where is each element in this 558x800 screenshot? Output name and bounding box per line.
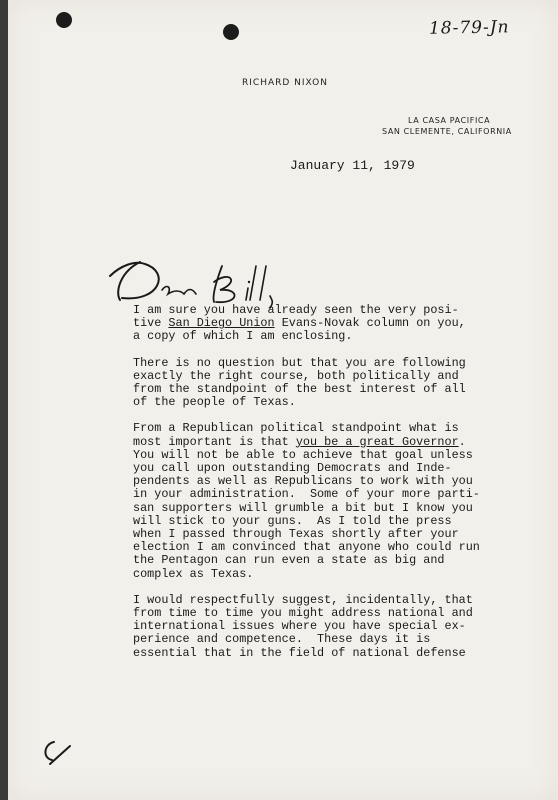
body-line: you call upon outstanding Democrats and Inde- <box>133 461 452 476</box>
body-line: most important is that you be a great Governor. <box>133 434 466 449</box>
body-line: from the standpoint of the best interest of all <box>133 382 466 397</box>
underlined-phrase: San Diego Union <box>168 316 275 331</box>
body-line: There is no question but that you are following <box>133 355 466 370</box>
body-line: the Pentagon can run even a state as big and <box>133 553 445 568</box>
body-line: in your administration. Some of your more parti- <box>133 487 480 502</box>
body-line: essential that in the field of national defense <box>133 645 466 660</box>
body-line: From a Republican political standpoint what is <box>133 421 459 436</box>
body-line: exactly the right course, both politically and <box>133 368 459 383</box>
handwritten-note: 18-79-Jn <box>428 17 510 39</box>
body-line: san supporters will grumble a bit but I know you <box>133 500 473 515</box>
body-line: will stick to your guns. As I told the press <box>133 513 452 528</box>
body-line: I am sure you have already seen the very posi- <box>133 303 459 317</box>
letter-body <box>133 304 513 673</box>
underlined-phrase: you be a great Governor <box>295 434 459 449</box>
body-line: from time to time you might address national and <box>133 606 473 621</box>
letter-date: January 11, 1979 <box>290 158 415 173</box>
body-line: perience and competence. These days it is <box>133 632 431 647</box>
body-line: You will not be able to achieve that goal unless <box>133 447 473 462</box>
body-line: tive San Diego Union Evans-Novak column on you, <box>133 316 466 331</box>
body-line: international issues where you have special ex- <box>133 619 466 634</box>
body-paragraph <box>133 594 513 660</box>
body-paragraph <box>133 357 513 410</box>
letter-page <box>8 0 558 800</box>
handwritten-initials <box>38 732 78 772</box>
punch-hole-right <box>223 24 239 40</box>
letterhead-address-line2: SAN CLEMENTE, CALIFORNIA <box>382 127 512 136</box>
body-paragraph <box>133 422 513 580</box>
letterhead-address-line1: LA CASA PACIFICA <box>408 116 491 125</box>
body-line: election I am convinced that anyone who could run <box>133 540 480 555</box>
body-line: pendents as well as Republicans to work with you <box>133 474 473 489</box>
body-line: when I passed through Texas shortly after your <box>133 527 459 542</box>
body-line: complex as Texas. <box>133 566 254 581</box>
body-line: of the people of Texas. <box>133 395 296 410</box>
body-line: I would respectfully suggest, incidentally, that <box>133 592 473 607</box>
body-paragraph <box>133 304 513 344</box>
body-line: a copy of which I am enclosing. <box>133 329 353 344</box>
punch-hole-left <box>56 12 72 28</box>
letterhead-name: RICHARD NIXON <box>242 78 328 88</box>
